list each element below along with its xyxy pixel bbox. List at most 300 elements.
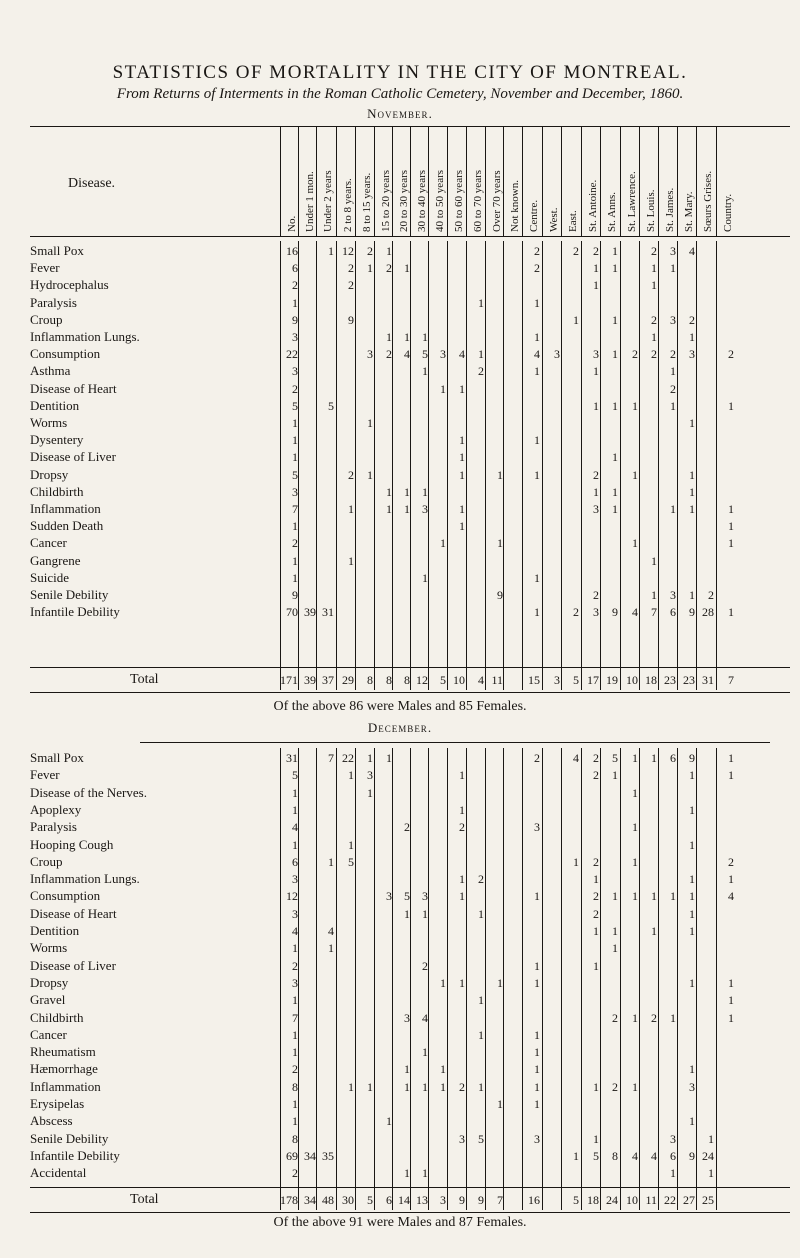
table-cell: 2	[593, 751, 599, 765]
table-cell: 3	[367, 768, 373, 783]
table-cell: 1	[440, 1062, 446, 1077]
table-cell: 7	[292, 1010, 298, 1025]
table-cell: 1	[534, 330, 540, 344]
table-cell: 1	[478, 295, 484, 310]
column-divider	[561, 126, 562, 236]
table-cell: 1	[367, 416, 373, 430]
total-cell: 16	[528, 1193, 540, 1207]
table-cell: 1	[728, 975, 734, 990]
table-cell: 2	[534, 751, 540, 765]
column-divider	[716, 126, 717, 236]
table-cell: 1	[728, 993, 734, 1008]
table-cell: 1	[632, 536, 638, 551]
table-cell: 1	[422, 1045, 428, 1060]
column-header: St. Antoine.	[587, 179, 599, 232]
table-cell: 1	[651, 261, 657, 276]
column-divider	[466, 126, 467, 236]
table-cell: 34	[304, 1148, 316, 1163]
column-header: St. Anns.	[606, 191, 618, 232]
column-divider	[503, 126, 504, 236]
table-cell: 9	[292, 312, 298, 327]
row-label: Small Pox	[30, 243, 84, 258]
table-cell: 2	[292, 1166, 298, 1181]
table-cell: 1	[459, 768, 465, 783]
column-divider	[447, 126, 448, 236]
table-cell: 2	[593, 854, 599, 869]
column-divider	[561, 748, 562, 1210]
table-cell: 1	[728, 536, 734, 551]
total-cell: 8	[386, 673, 392, 687]
total-cell: 48	[322, 1193, 334, 1207]
table-cell: 4	[328, 924, 334, 938]
table-cell: 1	[367, 1079, 373, 1094]
table-cell: 2	[593, 906, 599, 921]
table-cell: 1	[478, 1027, 484, 1042]
row-label: Accidental	[30, 1165, 87, 1181]
column-divider	[355, 748, 356, 1210]
table-cell: 4	[292, 924, 298, 938]
table-cell: 1	[459, 381, 465, 396]
table-cell: 1	[728, 751, 734, 765]
table-cell: 1	[348, 502, 354, 516]
table-cell: 1	[689, 484, 695, 499]
table-cell: 1	[292, 941, 298, 956]
table-cell: 2	[593, 244, 599, 258]
row-label: Childbirth	[30, 1009, 84, 1025]
total-cell: 15	[528, 673, 540, 687]
table-cell: 2	[670, 347, 676, 362]
column-header: 30 to 40 years	[416, 169, 428, 232]
table-cell: 2	[422, 958, 428, 973]
table-cell: 12	[342, 244, 354, 258]
total-cell: 5	[573, 1193, 579, 1207]
table-cell: 1	[404, 261, 410, 276]
table-cell: 1	[728, 872, 734, 887]
column-divider	[466, 241, 467, 690]
table-cell: 4	[292, 820, 298, 835]
column-divider	[355, 126, 356, 236]
row-label: Childbirth	[30, 483, 84, 499]
table-cell: 1	[689, 502, 695, 516]
table-cell: 5	[328, 398, 334, 413]
total-cell: 24	[606, 1193, 618, 1207]
table-cell: 31	[322, 605, 334, 620]
table-cell: 8	[612, 1148, 618, 1163]
table-cell: 2	[292, 536, 298, 551]
table-cell: 4	[689, 244, 695, 258]
table-cell: 1	[534, 295, 540, 310]
row-label: Senile Debility	[30, 587, 109, 602]
table-cell: 2	[534, 261, 540, 276]
total-cell: 18	[645, 673, 657, 687]
table-cell: 1	[689, 975, 695, 990]
column-divider	[374, 748, 375, 1210]
table-cell: 4	[404, 347, 410, 362]
section-heading-december: December.	[367, 720, 433, 735]
row-label: Senile Debility	[30, 1130, 109, 1146]
column-divider	[336, 126, 337, 236]
total-cell: 10	[453, 673, 465, 687]
table-cell: 1	[632, 467, 638, 482]
table-cell: 1	[728, 605, 734, 620]
row-label: Suicide	[30, 569, 69, 585]
table-cell: 3	[593, 347, 599, 362]
table-cell: 1	[328, 854, 334, 869]
table-cell: 1	[728, 768, 734, 783]
table-cell: 2	[593, 467, 599, 482]
column-divider	[410, 748, 411, 1210]
total-cell: 19	[606, 673, 618, 687]
row-label: Inflammation	[30, 501, 101, 516]
december-note: Of the above 91 were Males and 87 Females.	[273, 1215, 527, 1230]
column-divider	[316, 241, 317, 690]
column-divider	[522, 748, 523, 1210]
table-cell: 1	[651, 553, 657, 568]
table-cell: 1	[497, 1097, 503, 1111]
row-label: Erysipelas	[30, 1096, 85, 1111]
header-bottom-rule	[30, 236, 790, 237]
table-cell: 1	[422, 484, 428, 499]
table-cell: 1	[292, 802, 298, 817]
total-rule	[30, 1187, 790, 1188]
column-header: Centre.	[528, 199, 540, 232]
table-cell: 9	[497, 588, 503, 602]
table-cell: 3	[292, 975, 298, 990]
table-cell: 39	[304, 605, 316, 620]
table-cell: 2	[593, 588, 599, 602]
column-divider	[298, 241, 299, 690]
table-cell: 1	[534, 433, 540, 448]
table-cell: 2	[651, 244, 657, 258]
column-divider	[658, 126, 659, 236]
table-cell: 1	[593, 484, 599, 499]
total-cell: 8	[367, 673, 373, 687]
table-cell: 1	[459, 519, 465, 534]
row-label: Inflammation Lungs.	[30, 871, 140, 887]
table-cell: 2	[670, 381, 676, 396]
table-cell: 1	[440, 1079, 446, 1094]
column-divider	[581, 126, 582, 236]
table-cell: 9	[689, 1148, 695, 1163]
table-cell: 3	[367, 347, 373, 362]
table-cell: 4	[632, 1148, 638, 1163]
table-cell: 1	[292, 993, 298, 1008]
table-cell: 1	[404, 484, 410, 499]
table-cell: 1	[689, 872, 695, 887]
column-divider	[677, 241, 678, 690]
row-label: Asthma	[30, 363, 71, 379]
table-cell: 1	[292, 1045, 298, 1060]
table-cell: 6	[670, 1148, 676, 1163]
table-cell: 3	[459, 1131, 465, 1146]
row-label: Cancer	[30, 535, 67, 551]
table-cell: 2	[459, 820, 465, 835]
column-divider	[374, 126, 375, 236]
row-label: Hydrocephalus	[30, 277, 109, 293]
table-cell: 1	[612, 484, 618, 499]
table-cell: 2	[478, 872, 484, 887]
table-cell: 1	[573, 854, 579, 869]
table-cell: 3	[689, 1079, 695, 1094]
total-cell: 34	[304, 1193, 316, 1207]
column-header: Not known.	[509, 180, 521, 232]
table-cell: 1	[348, 837, 354, 852]
table-cell: 1	[670, 261, 676, 276]
row-label: Consumption	[30, 888, 101, 904]
table-cell: 1	[459, 975, 465, 990]
table-cell: 2	[292, 381, 298, 396]
table-cell: 2	[651, 312, 657, 327]
table-cell: 1	[292, 837, 298, 852]
table-cell: 5	[292, 768, 298, 783]
row-label: Inflammation	[30, 1078, 101, 1094]
row-label: Apoplexy	[30, 801, 82, 817]
table-cell: 1	[708, 1166, 714, 1181]
table-cell: 2	[459, 1079, 465, 1094]
column-divider	[392, 126, 393, 236]
column-divider	[316, 126, 317, 236]
table-cell: 3	[554, 347, 560, 362]
table-cell: 2	[632, 347, 638, 362]
row-label: Dentition	[30, 923, 80, 938]
table-cell: 1	[292, 1027, 298, 1042]
table-cell: 1	[689, 416, 695, 430]
row-label: Dropsy	[30, 974, 69, 990]
table-cell: 1	[348, 768, 354, 783]
row-label: Gravel	[30, 992, 66, 1008]
table-cell: 3	[422, 502, 428, 516]
column-divider	[696, 748, 697, 1210]
table-cell: 28	[702, 605, 714, 620]
table-cell: 5	[422, 347, 428, 362]
table-cell: 1	[534, 1062, 540, 1077]
total-cell: 9	[478, 1193, 484, 1207]
table-cell: 4	[534, 347, 540, 362]
total-cell: 17	[587, 673, 599, 687]
column-divider	[600, 126, 601, 236]
row-label: Consumption	[30, 346, 101, 362]
table-cell: 3	[670, 312, 676, 327]
table-cell: 1	[689, 802, 695, 817]
table-cell: 1	[534, 605, 540, 620]
table-cell: 1	[593, 1131, 599, 1146]
row-label: Gangrene	[30, 552, 81, 568]
table-cell: 1	[386, 502, 392, 516]
column-divider	[316, 748, 317, 1210]
column-divider	[542, 126, 543, 236]
table-cell: 1	[651, 588, 657, 602]
column-divider	[696, 241, 697, 690]
table-cell: 3	[670, 1131, 676, 1146]
table-cell: 1	[292, 295, 298, 310]
table-cell: 1	[651, 889, 657, 904]
table-cell: 24	[702, 1148, 714, 1163]
table-cell: 1	[459, 433, 465, 448]
table-cell: 7	[651, 605, 657, 620]
table-cell: 1	[670, 398, 676, 413]
table-cell: 1	[612, 502, 618, 516]
column-divider	[336, 241, 337, 690]
column-divider	[677, 126, 678, 236]
table-cell: 1	[459, 502, 465, 516]
column-divider	[620, 748, 621, 1210]
table-cell: 3	[292, 364, 298, 379]
row-label: Infantile Debility	[30, 604, 120, 620]
column-header: 60 to 70 years	[472, 169, 484, 232]
table-bottom-rule	[30, 1212, 790, 1213]
total-cell: 27	[683, 1193, 695, 1207]
table-cell: 1	[612, 347, 618, 362]
column-divider	[600, 241, 601, 690]
total-cell: 29	[342, 673, 354, 687]
table-cell: 2	[386, 261, 392, 276]
column-divider	[658, 241, 659, 690]
column-header: 50 to 60 years	[453, 169, 465, 232]
row-label: Disease of the Nerves.	[30, 784, 147, 800]
table-cell: 1	[534, 1045, 540, 1060]
table-cell: 1	[292, 785, 298, 800]
column-header: 20 to 30 years	[398, 169, 410, 232]
table-cell: 1	[478, 347, 484, 362]
table-cell: 1	[632, 889, 638, 904]
table-cell: 9	[612, 605, 618, 620]
table-cell: 1	[612, 941, 618, 956]
row-label: Cancer	[30, 1026, 67, 1042]
table-cell: 1	[386, 244, 392, 258]
table-cell: 1	[440, 975, 446, 990]
table-cell: 2	[708, 588, 714, 602]
table-cell: 8	[292, 1131, 298, 1146]
column-divider	[658, 748, 659, 1210]
table-cell: 1	[386, 484, 392, 499]
table-cell: 4	[651, 1148, 657, 1163]
table-cell: 1	[689, 330, 695, 344]
column-header: St. Lawrence.	[626, 171, 638, 232]
table-cell: 2	[573, 605, 579, 620]
table-cell: 1	[612, 398, 618, 413]
table-cell: 3	[404, 1010, 410, 1025]
table-cell: 5	[404, 889, 410, 904]
table-cell: 2	[728, 854, 734, 869]
table-cell: 2	[651, 347, 657, 362]
column-header: 15 to 20 years	[380, 169, 392, 232]
table-cell: 1	[728, 1010, 734, 1025]
table-cell: 1	[593, 872, 599, 887]
table-cell: 1	[459, 802, 465, 817]
column-divider	[428, 748, 429, 1210]
column-header: St. Mary.	[683, 191, 695, 232]
table-cell: 1	[573, 1148, 579, 1163]
table-cell: 1	[728, 502, 734, 516]
table-cell: 6	[292, 854, 298, 869]
table-cell: 1	[292, 416, 298, 430]
column-header: Country.	[722, 193, 734, 232]
column-divider	[466, 748, 467, 1210]
table-cell: 3	[292, 330, 298, 344]
total-label: Total	[130, 672, 159, 687]
table-cell: 5	[478, 1131, 484, 1146]
table-cell: 2	[367, 244, 373, 258]
table-cell: 1	[670, 1166, 676, 1181]
table-cell: 1	[651, 924, 657, 938]
table-cell: 1	[651, 330, 657, 344]
column-divider	[581, 748, 582, 1210]
column-header: Under 1 mon.	[304, 171, 316, 232]
table-cell: 3	[670, 244, 676, 258]
table-cell: 2	[593, 889, 599, 904]
total-cell: 5	[367, 1193, 373, 1207]
total-cell: 39	[304, 673, 316, 687]
table-cell: 1	[404, 906, 410, 921]
table-cell: 5	[348, 854, 354, 869]
column-divider	[522, 241, 523, 690]
table-cell: 1	[367, 751, 373, 765]
column-divider	[620, 126, 621, 236]
table-cell: 2	[612, 1079, 618, 1094]
column-divider	[410, 241, 411, 690]
table-cell: 1	[386, 751, 392, 765]
column-divider	[485, 241, 486, 690]
section-heading-november: November.	[367, 106, 433, 121]
column-divider	[485, 748, 486, 1210]
table-cell: 1	[348, 1079, 354, 1094]
total-cell: 22	[664, 1193, 676, 1207]
table-cell: 1	[386, 330, 392, 344]
table-cell: 1	[328, 941, 334, 956]
table-cell: 1	[422, 330, 428, 344]
column-divider	[696, 126, 697, 236]
total-cell: 178	[280, 1193, 298, 1207]
table-cell: 1	[651, 278, 657, 293]
table-cell: 4	[632, 605, 638, 620]
table-cell: 1	[422, 1079, 428, 1094]
table-cell: 4	[459, 347, 465, 362]
table-cell: 1	[612, 261, 618, 276]
table-cell: 1	[404, 1062, 410, 1077]
table-cell: 1	[534, 975, 540, 990]
table-cell: 1	[422, 570, 428, 585]
table-cell: 1	[670, 502, 676, 516]
table-cell: 1	[534, 889, 540, 904]
table-cell: 1	[689, 1062, 695, 1077]
table-cell: 1	[292, 1114, 298, 1129]
table-cell: 70	[286, 605, 298, 620]
column-divider	[280, 126, 281, 236]
table-cell: 1	[328, 244, 334, 258]
table-cell: 1	[534, 570, 540, 585]
row-label: Disease of Heart	[30, 380, 117, 396]
table-cell: 1	[689, 924, 695, 938]
table-cell: 1	[612, 889, 618, 904]
total-cell: 6	[386, 1193, 392, 1207]
column-divider	[447, 241, 448, 690]
total-cell: 23	[664, 673, 676, 687]
column-header: Sœurs Grises.	[702, 170, 714, 232]
table-cell: 1	[292, 450, 298, 465]
table-cell: 1	[367, 261, 373, 276]
column-header: 40 to 50 years	[434, 169, 446, 232]
table-cell: 1	[478, 906, 484, 921]
total-cell: 7	[497, 1193, 503, 1207]
table-cell: 1	[689, 1114, 695, 1129]
table-cell: 12	[286, 889, 298, 904]
table-cell: 1	[386, 1114, 392, 1129]
table-cell: 1	[632, 1079, 638, 1094]
table-cell: 4	[728, 889, 734, 904]
november-note: Of the above 86 were Males and 85 Females.	[273, 699, 527, 714]
total-cell: 10	[626, 1193, 638, 1207]
table-cell: 1	[534, 1027, 540, 1042]
